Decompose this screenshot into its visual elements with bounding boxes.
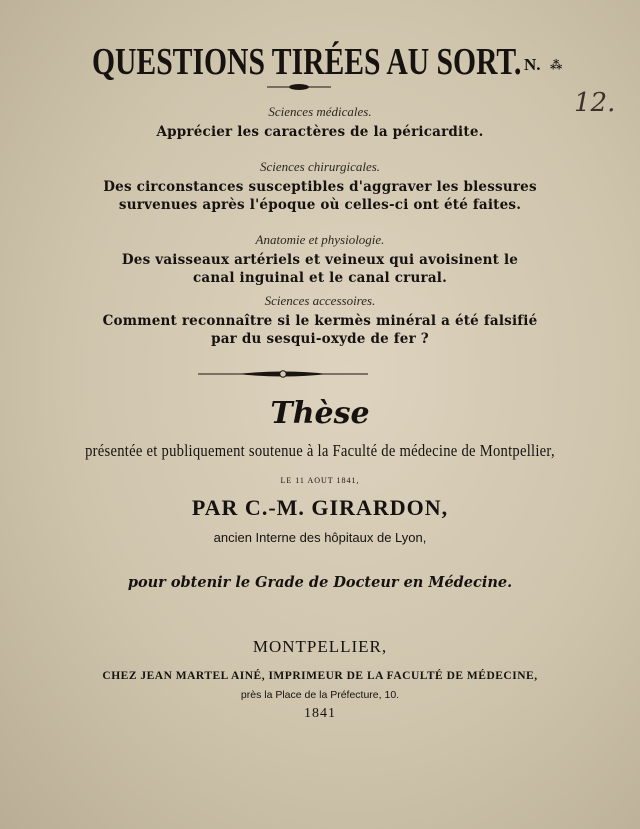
imprint-address: près la Place de la Préfecture, 10.: [240, 689, 400, 701]
defense-date: LE 11 AOUT 1841,: [280, 476, 360, 485]
category-label: Sciences chirurgicales.: [259, 159, 381, 174]
question-line: Apprécier les caractères de la péricardite.: [156, 124, 484, 140]
number-prefix: N.: [524, 55, 541, 74]
number-ornament: ⁂: [550, 58, 563, 72]
category-label: Sciences accessoires.: [264, 293, 376, 308]
imprint-year: 1841: [304, 706, 336, 721]
thesis-heading: Thèse: [270, 396, 370, 431]
author-name: PAR C.-M. GIRARDON,: [191, 495, 449, 520]
ornament-rule-top: [267, 82, 331, 92]
question-line: par du sesqui-oxyde de fer ?: [211, 331, 429, 347]
question-line: survenues après l'époque où celles-ci ont été faites.: [118, 197, 522, 213]
imprint-printer: CHEZ JEAN MARTEL AINÉ, IMPRIMEUR DE LA FACULTÉ DE MÉDECINE,: [102, 670, 538, 682]
category-label: Anatomie et physiologie.: [255, 232, 385, 247]
question-line: Des circonstances susceptibles d'aggraver les blessures: [103, 179, 537, 195]
page-title: QUESTIONS TIRÉES AU SORT.: [91, 41, 522, 83]
presentation-line: présentée et publiquement soutenue à la Faculté de médecine de Montpellier,: [85, 441, 555, 460]
imprint-city: MONTPELLIER,: [252, 637, 388, 656]
ornament-divider: [198, 368, 368, 380]
author-title: ancien Interne des hôpitaux de Lyon,: [213, 530, 427, 545]
category-label: Sciences médicales.: [268, 104, 372, 119]
degree-purpose: pour obtenir le Grade de Docteur en Médecine.: [127, 574, 513, 591]
question-line: Comment reconnaître si le kermès minéral a été falsifié: [102, 313, 538, 329]
question-line: Des vaisseaux artériels et veineux qui avoisinent le: [121, 252, 519, 268]
question-line: canal inguinal et le canal crural.: [192, 270, 447, 286]
handwritten-number: 12.: [574, 88, 616, 118]
